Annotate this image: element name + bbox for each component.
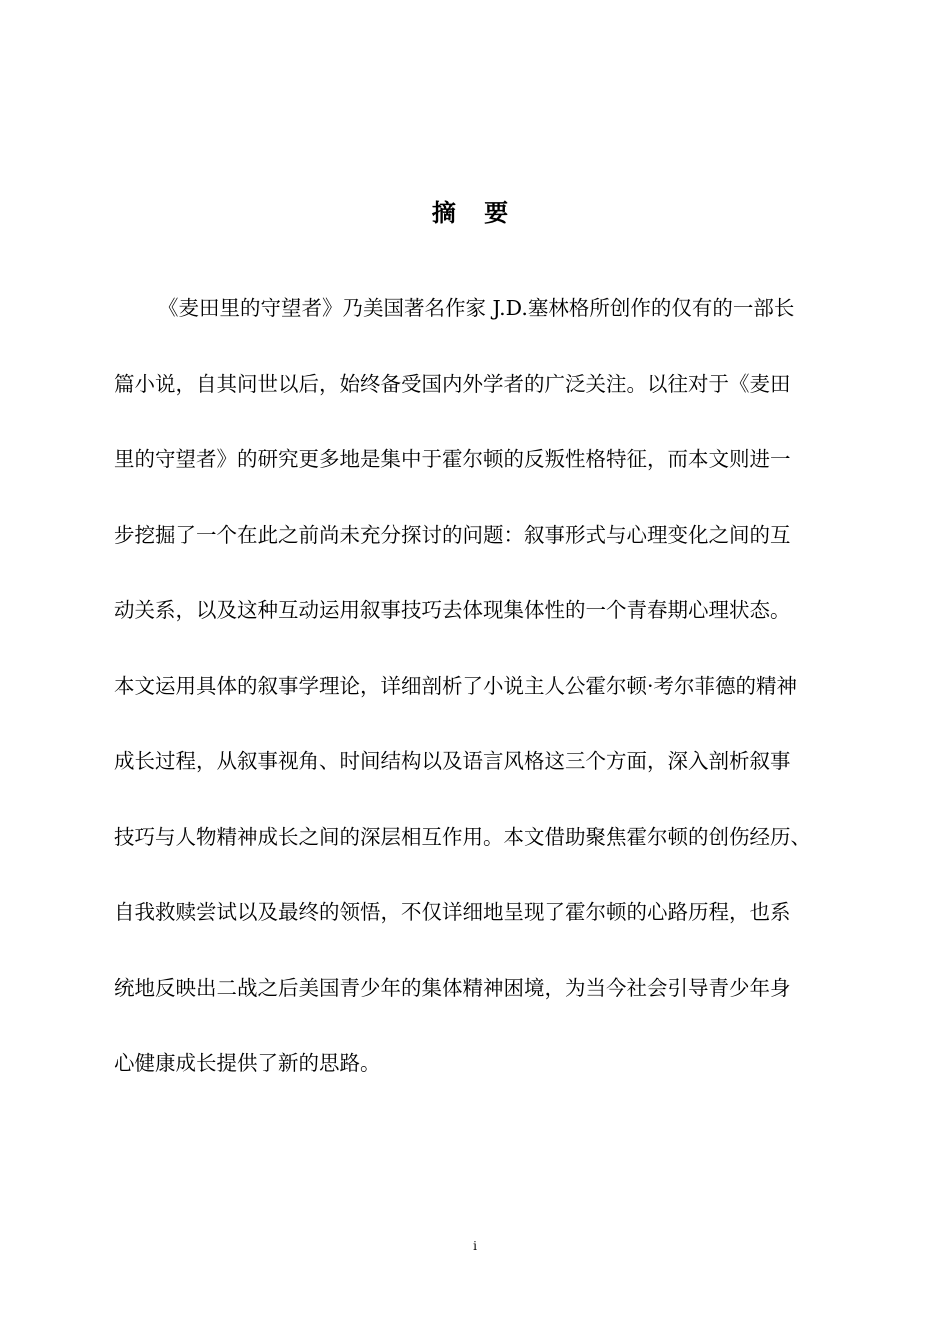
abstract-line: 本文运用具体的叙事学理论，详细剖析了小说主人公霍尔顿·考尔菲德的精神 [114, 673, 798, 698]
abstract-body [114, 290, 874, 1121]
abstract-line: 里的守望者》的研究更多地是集中于霍尔顿的反叛性格特征，而本文则进一 [114, 447, 791, 471]
page-number: i [473, 1239, 477, 1253]
abstract-line: 统地反映出二战之后美国青少年的集体精神困境，为当今社会引导青少年身 [114, 975, 791, 1000]
abstract-line: 《麦田里的守望者》乃美国著名作家 J.D.塞林格所创作的仅有的一部长 [158, 296, 795, 320]
abstract-line: 步挖掘了一个在此之前尚未充分探讨的问题：叙事形式与心理变化之间的互 [114, 522, 791, 547]
abstract-line: 动关系，以及这种互动运用叙事技巧去体现集体性的一个青春期心理状态。 [114, 598, 791, 622]
abstract-line: 自我救赎尝试以及最终的领悟，不仅详细地呈现了霍尔顿的心路历程，也系 [114, 900, 791, 924]
abstract-line: 技巧与人物精神成长之间的深层相互作用。本文借助聚焦霍尔顿的创伤经历、 [114, 824, 811, 849]
abstract-title: 摘 要 [431, 199, 519, 227]
abstract-line: 篇小说，自其问世以后，始终备受国内外学者的广泛关注。以往对于《麦田 [114, 371, 791, 396]
abstract-line: 心健康成长提供了新的思路。 [114, 1051, 381, 1075]
abstract-line: 成长过程，从叙事视角、时间结构以及语言风格这三个方面，深入剖析叙事 [114, 749, 791, 773]
